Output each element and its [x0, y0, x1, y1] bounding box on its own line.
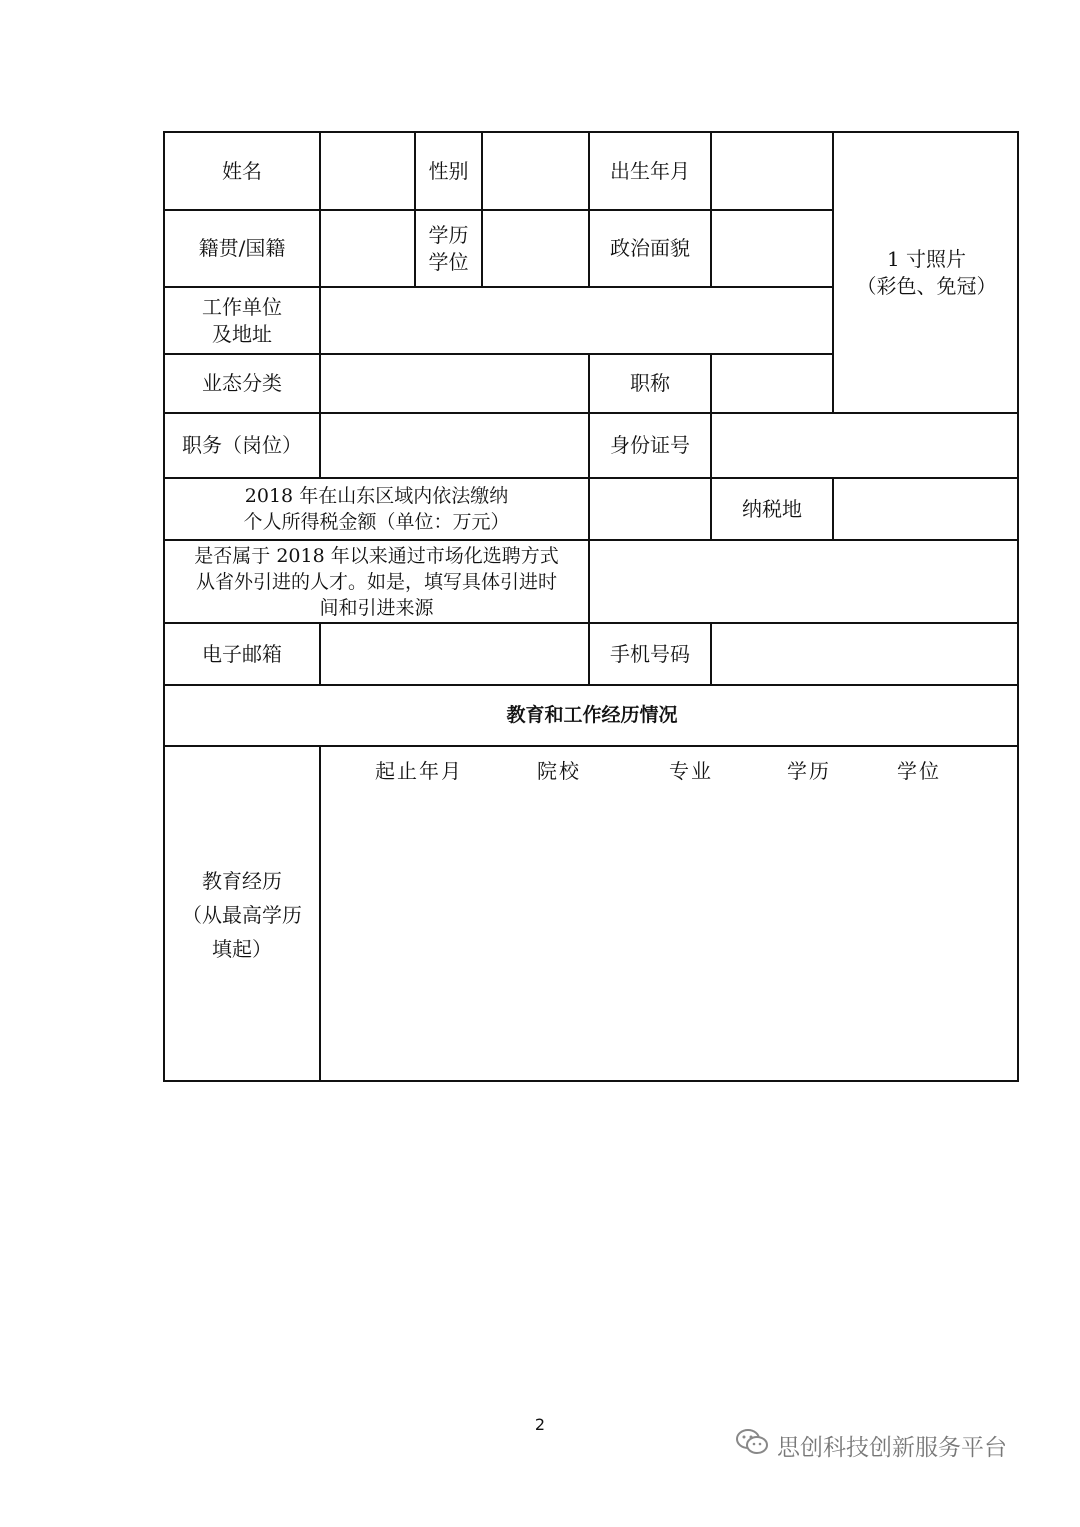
- tax-place-field[interactable]: [834, 479, 1019, 539]
- page-number: 2: [534, 1415, 546, 1434]
- tax-amount-label-line2: 个人所得税金额（单位：万元）: [243, 511, 510, 533]
- birth-label: [590, 133, 710, 209]
- tax-place-label-text: 纳税地: [742, 496, 802, 521]
- gender-field[interactable]: [483, 133, 588, 209]
- photo-line2: （彩色、免冠）: [856, 273, 997, 298]
- email-label: [165, 624, 319, 684]
- employer-label-line1: 工作单位: [202, 294, 282, 319]
- photo-line1: 1 寸照片: [886, 246, 967, 271]
- job-title-label-text: 职称: [630, 371, 670, 395]
- id-label-text: 身份证号: [610, 433, 690, 457]
- phone-label-text: 手机号码: [610, 641, 690, 666]
- col-major: 专业: [669, 759, 713, 783]
- col-degree: 学位: [897, 759, 941, 783]
- position-field[interactable]: [321, 414, 588, 477]
- phone-label: [590, 624, 710, 684]
- tax-amount-field[interactable]: [590, 479, 710, 539]
- watermark-text: 思创科技创新服务平台: [777, 1434, 1007, 1461]
- degree-label-line1: 学历: [428, 222, 469, 247]
- talent-question-field[interactable]: [590, 541, 1019, 622]
- position-label-text: 职务（岗位）: [182, 433, 302, 457]
- talent-question-label: [165, 541, 588, 622]
- employer-label-line2: 及地址: [212, 321, 272, 346]
- name-label-text: 姓名: [222, 158, 262, 183]
- education-label-line1: 教育经历: [202, 868, 282, 893]
- name-label: [165, 133, 319, 209]
- job-title-label: [590, 355, 710, 412]
- talent-question-line3: 间和引进来源: [319, 596, 434, 619]
- section-title-text: 教育和工作经历情况: [506, 704, 678, 726]
- talent-question-line2: 从省外引进的人才。如是，填写具体引进时: [195, 570, 557, 593]
- origin-label-text: 籍贯/国籍: [198, 236, 286, 260]
- employer-label: [165, 288, 319, 353]
- col-period: 起止年月: [375, 759, 463, 783]
- tax-place-label: [712, 479, 832, 539]
- talent-question-line1: 是否属于 2018 年以来通过市场化选聘方式: [194, 544, 559, 567]
- industry-label: [165, 355, 319, 412]
- origin-label: [165, 211, 319, 286]
- photo-box[interactable]: [834, 133, 1019, 412]
- education-label: [165, 747, 319, 1082]
- email-field[interactable]: [321, 624, 588, 684]
- tax-amount-label: [165, 479, 588, 539]
- birth-field[interactable]: [712, 133, 832, 209]
- industry-label-text: 业态分类: [202, 371, 282, 395]
- name-field[interactable]: [321, 133, 414, 209]
- degree-label-line2: 学位: [428, 249, 469, 274]
- political-field[interactable]: [712, 211, 832, 286]
- degree-field[interactable]: [483, 211, 588, 286]
- gender-label-text: 性别: [428, 158, 469, 183]
- origin-field[interactable]: [321, 211, 414, 286]
- birth-label-text: 出生年月: [610, 158, 690, 183]
- id-label: [590, 414, 710, 477]
- application-form: [163, 131, 1019, 1082]
- political-label: [590, 211, 710, 286]
- col-school: 院校: [537, 759, 581, 783]
- education-field[interactable]: [321, 747, 1019, 1082]
- email-label-text: 电子邮箱: [202, 641, 282, 666]
- degree-label: [416, 211, 481, 286]
- section-title: [165, 686, 1019, 745]
- watermark: [735, 1428, 1007, 1462]
- position-label: [165, 414, 319, 477]
- phone-field[interactable]: [712, 624, 1019, 684]
- political-label-text: 政治面貌: [610, 236, 690, 260]
- education-label-line3: 填起）: [212, 936, 272, 961]
- industry-field[interactable]: [321, 355, 588, 412]
- education-label-line2: （从最高学历: [182, 902, 302, 927]
- gender-label: [416, 133, 481, 209]
- tax-amount-label-line1: 2018 年在山东区域内依法缴纳: [244, 485, 509, 507]
- employer-field[interactable]: [321, 288, 832, 353]
- id-field[interactable]: [712, 414, 1019, 477]
- wechat-icon: [735, 1428, 769, 1462]
- col-education: 学历: [787, 759, 831, 783]
- job-title-field[interactable]: [712, 355, 832, 412]
